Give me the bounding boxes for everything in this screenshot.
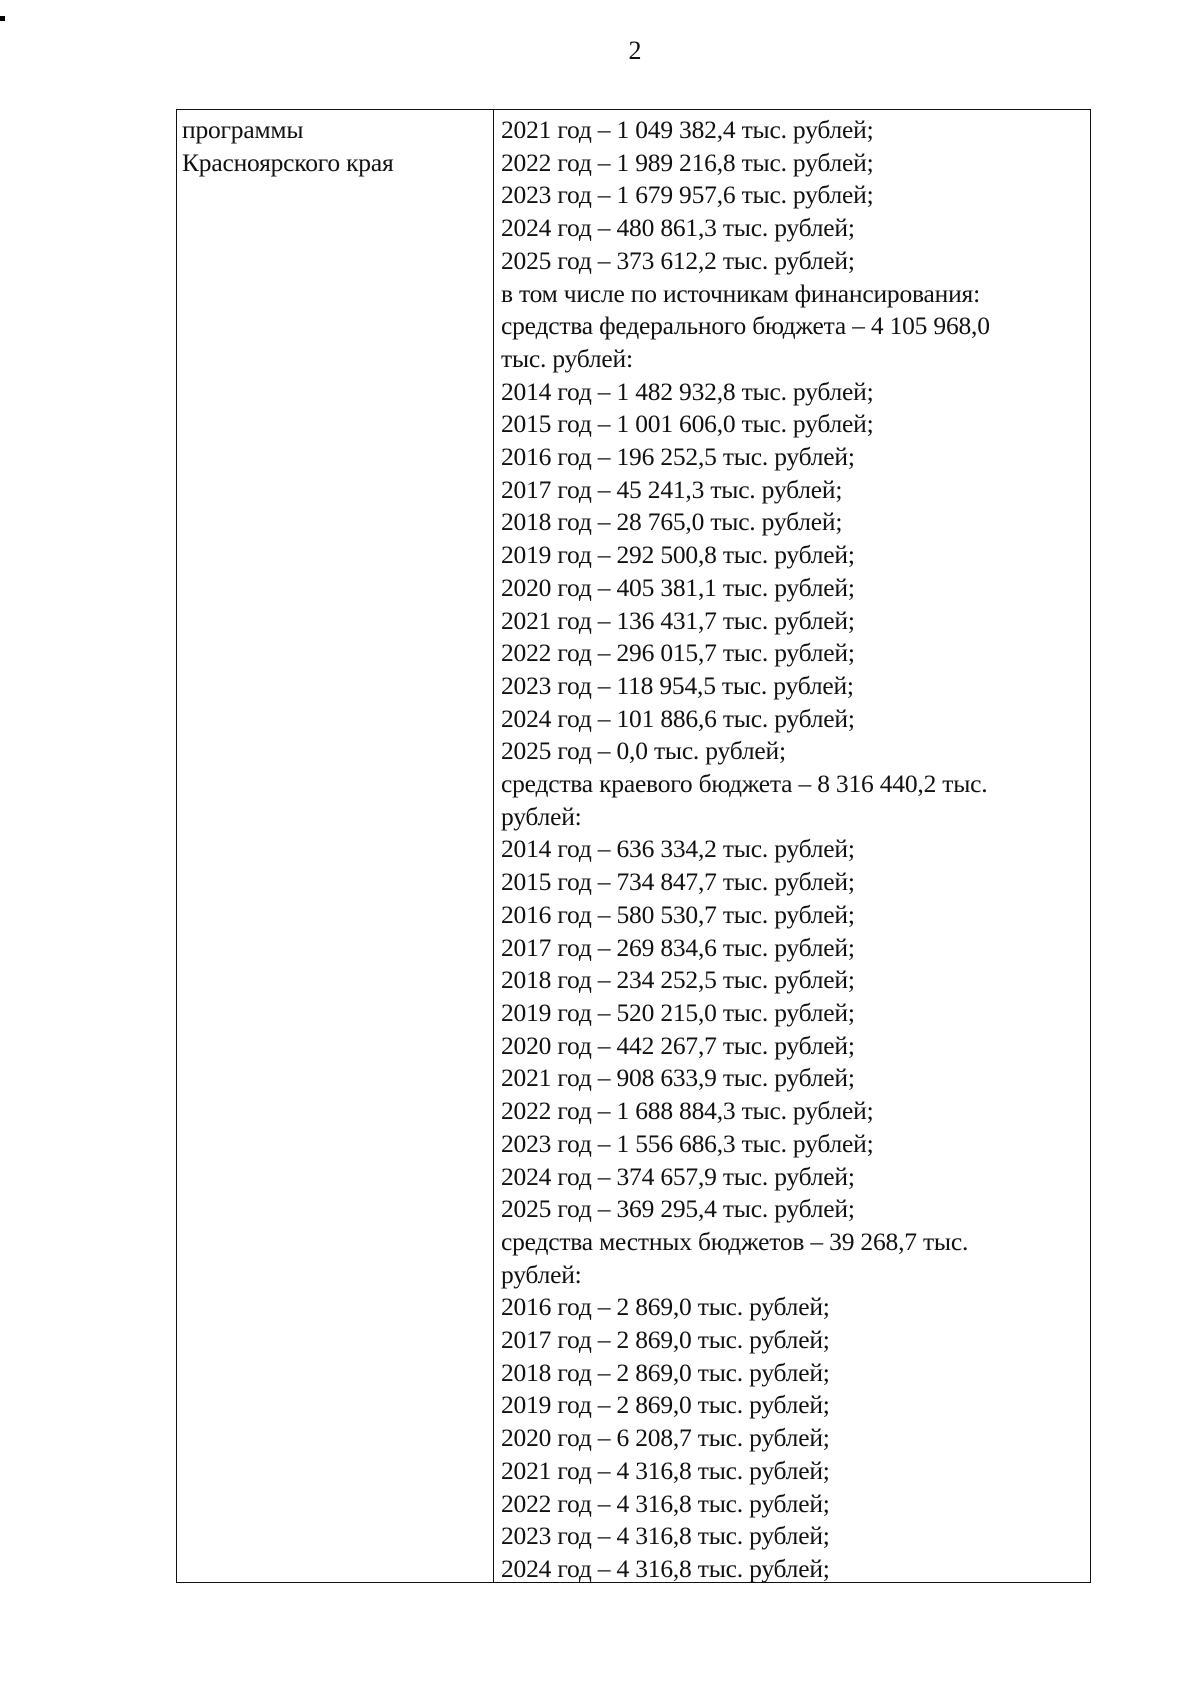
right-cell-line: 2024 год – 101 886,6 тыс. рублей;: [501, 703, 855, 733]
right-cell-line: 2017 год – 269 834,6 тыс. рублей;: [501, 932, 855, 962]
right-cell-line: 2018 год – 28 765,0 тыс. рублей;: [501, 507, 843, 537]
right-cell-line: рублей:: [501, 1259, 582, 1289]
right-cell-line: 2020 год – 405 381,1 тыс. рублей;: [501, 572, 855, 602]
right-cell-line: 2022 год – 296 015,7 тыс. рублей;: [501, 638, 855, 668]
right-cell-line: рублей:: [501, 801, 582, 831]
left-cell-line: Красноярского края: [182, 147, 394, 177]
right-cell-line: 2024 год – 480 861,3 тыс. рублей;: [501, 213, 855, 243]
page-number: 2: [628, 36, 642, 65]
right-cell-line: средства местных бюджетов – 39 268,7 тыс.: [501, 1226, 969, 1256]
right-cell-line: 2018 год – 234 252,5 тыс. рублей;: [501, 965, 855, 995]
right-cell-line: 2024 год – 374 657,9 тыс. рублей;: [501, 1161, 855, 1191]
right-cell-line: 2017 год – 2 869,0 тыс. рублей;: [501, 1325, 830, 1355]
right-cell-line: 2021 год – 136 431,7 тыс. рублей;: [501, 605, 855, 635]
scan-artifact-mark: [0, 16, 5, 21]
right-cell-line: 2019 год – 292 500,8 тыс. рублей;: [501, 540, 855, 570]
right-cell-line: 2024 год – 4 316,8 тыс. рублей;: [501, 1553, 830, 1583]
left-cell-line: программы: [182, 115, 304, 144]
right-cell-line: тыс. рублей:: [501, 343, 633, 373]
right-cell-line: в том числе по источникам финансирования:: [501, 278, 980, 308]
right-cell-line: 2022 год – 1 989 216,8 тыс. рублей;: [501, 147, 874, 177]
table-left-column: [177, 110, 494, 1582]
right-cell-line: 2015 год – 734 847,7 тыс. рублей;: [501, 867, 855, 897]
right-cell-line: 2016 год – 2 869,0 тыс. рублей;: [501, 1292, 830, 1322]
right-cell-line: 2025 год – 369 295,4 тыс. рублей;: [501, 1194, 855, 1224]
right-cell-line: 2014 год – 636 334,2 тыс. рублей;: [501, 834, 855, 864]
right-cell-line: 2017 год – 45 241,3 тыс. рублей;: [501, 474, 843, 504]
right-cell-line: 2020 год – 6 208,7 тыс. рублей;: [501, 1423, 830, 1453]
right-cell-line: 2023 год – 1 679 957,6 тыс. рублей;: [501, 180, 874, 210]
right-cell-line: средства федерального бюджета – 4 105 968,0: [501, 311, 990, 341]
right-cell-line: средства краевого бюджета – 8 316 440,2 тыс.: [501, 769, 988, 799]
right-cell-line: 2023 год – 4 316,8 тыс. рублей;: [501, 1521, 830, 1551]
funding-table: [176, 109, 1091, 1583]
table-right-column: [494, 110, 1090, 1582]
right-cell-line: 2023 год – 1 556 686,3 тыс. рублей;: [501, 1128, 874, 1158]
right-cell-line: 2021 год – 908 633,9 тыс. рублей;: [501, 1063, 855, 1093]
right-cell-line: 2016 год – 196 252,5 тыс. рублей;: [501, 442, 855, 472]
right-cell-line: 2019 год – 520 215,0 тыс. рублей;: [501, 997, 855, 1027]
right-cell-line: 2015 год – 1 001 606,0 тыс. рублей;: [501, 409, 874, 439]
right-cell-line: 2014 год – 1 482 932,8 тыс. рублей;: [501, 376, 874, 406]
right-cell-line: 2021 год – 4 316,8 тыс. рублей;: [501, 1455, 830, 1485]
right-cell-line: 2025 год – 373 612,2 тыс. рублей;: [501, 245, 855, 275]
right-cell-line: 2016 год – 580 530,7 тыс. рублей;: [501, 899, 855, 929]
right-cell-line: 2021 год – 1 049 382,4 тыс. рублей;: [501, 115, 874, 144]
right-cell-line: 2019 год – 2 869,0 тыс. рублей;: [501, 1390, 830, 1420]
right-cell-line: 2018 год – 2 869,0 тыс. рублей;: [501, 1357, 830, 1387]
right-cell-line: 2023 год – 118 954,5 тыс. рублей;: [501, 670, 854, 700]
right-cell-line: 2020 год – 442 267,7 тыс. рублей;: [501, 1030, 855, 1060]
right-cell-line: 2022 год – 1 688 884,3 тыс. рублей;: [501, 1096, 874, 1126]
right-cell-line: 2022 год – 4 316,8 тыс. рублей;: [501, 1488, 830, 1518]
right-cell-line: 2025 год – 0,0 тыс. рублей;: [501, 736, 786, 766]
